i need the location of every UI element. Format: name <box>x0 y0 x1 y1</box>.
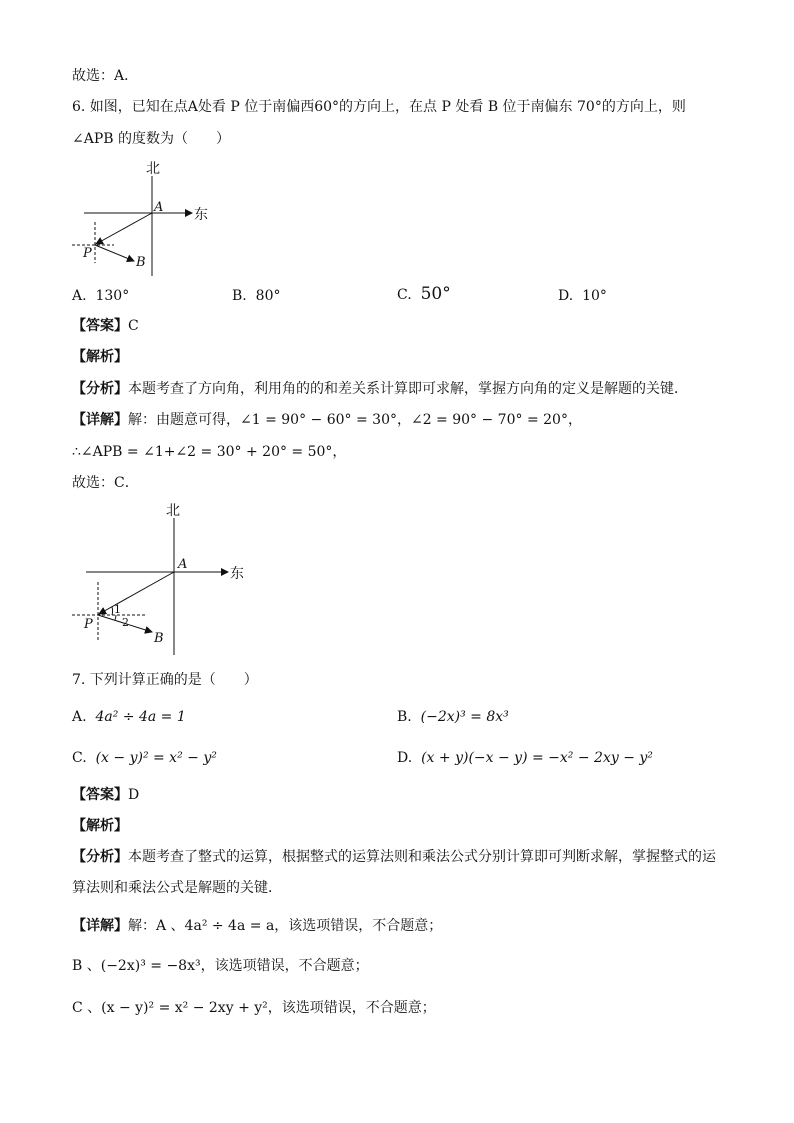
q7-option-b: B. (−2x)³ = 8x³ <box>397 709 509 725</box>
q6-analysis-tag: 【解析】 <box>72 349 128 365</box>
q7-xiangjie-c: C 、(x − y)² = x² − 2xy + y²，该选项错误，不合题意； <box>72 1000 436 1016</box>
ray-pb <box>95 245 134 261</box>
q6-figure-2 <box>70 500 250 660</box>
label-b: B <box>154 631 164 646</box>
q6-fenxi: 【分析】本题考查了方向角，利用角的的和差关系计算即可求解，掌握方向角的定义是解题的关键． <box>72 381 688 397</box>
label-b: B <box>136 255 146 270</box>
q6-option-b: B. 80° <box>232 288 281 304</box>
q6-answer: 【答案】C <box>72 318 139 334</box>
q5-conclusion: 故选：A． <box>72 68 139 84</box>
q7-answer: 【答案】D <box>72 787 140 803</box>
q6-conclusion: 故选：C． <box>72 475 139 491</box>
q7-xiangjie-a: 【详解】解：A 、4a² ÷ 4a = a，该选项错误，不合题意； <box>72 918 443 934</box>
q7-fenxi-line1: 【分析】本题考查了整式的运算，根据整式的运算法则和乘法公式分别计算即可判断求解，掌握整式的运 <box>72 849 716 865</box>
q6-stem-line2: ∠APB 的度数为（ ） <box>72 131 230 147</box>
label-a: A <box>154 200 164 215</box>
q7-xiangjie-b: B 、(−2x)³ = −8x³，该选项错误，不合题意； <box>72 958 369 974</box>
q7-analysis-tag: 【解析】 <box>72 818 128 834</box>
q6-figure-1 <box>70 158 230 278</box>
q7-fenxi-line2: 算法则和乘法公式是解题的关键． <box>72 880 282 896</box>
label-angle-1: 1 <box>114 603 121 616</box>
label-a: A <box>178 557 188 572</box>
label-east: 东 <box>194 207 208 223</box>
label-north: 北 <box>146 161 160 177</box>
angle-1-arc <box>112 607 113 615</box>
q7-stem: 7. 下列计算正确的是（ ） <box>72 672 258 688</box>
label-north: 北 <box>166 503 180 519</box>
q6-option-d: D. 10° <box>558 288 607 304</box>
q7-option-a: A. 4a² ÷ 4a = 1 <box>72 709 186 725</box>
label-p: P <box>83 246 92 261</box>
ray-ap <box>96 213 152 244</box>
q7-option-d: D. (x + y)(−x − y) = −x² − 2xy − y² <box>397 750 653 766</box>
label-p: P <box>84 617 93 632</box>
q6-therefore: ∴∠APB = ∠1+∠2 = 30° + 20° = 50°， <box>72 444 347 460</box>
q7-option-c: C. (x − y)² = x² − y² <box>72 750 217 766</box>
q6-stem-line1: 6. 如图，已知在点A处看 P 位于南偏西60°的方向上，在点 P 处看 B 位于南偏东 70°的方向上，则 <box>72 99 686 115</box>
q6-option-a: A. 130° <box>72 288 130 304</box>
label-east: 东 <box>230 566 244 582</box>
q6-option-c: C. 50° <box>397 284 451 304</box>
ray-ap <box>99 572 174 614</box>
label-angle-2: 2 <box>122 616 129 629</box>
q6-xiangjie: 【详解】解：由题意可得，∠1 = 90° − 60° = 30°，∠2 = 90° − 70° = 20°， <box>72 412 582 428</box>
